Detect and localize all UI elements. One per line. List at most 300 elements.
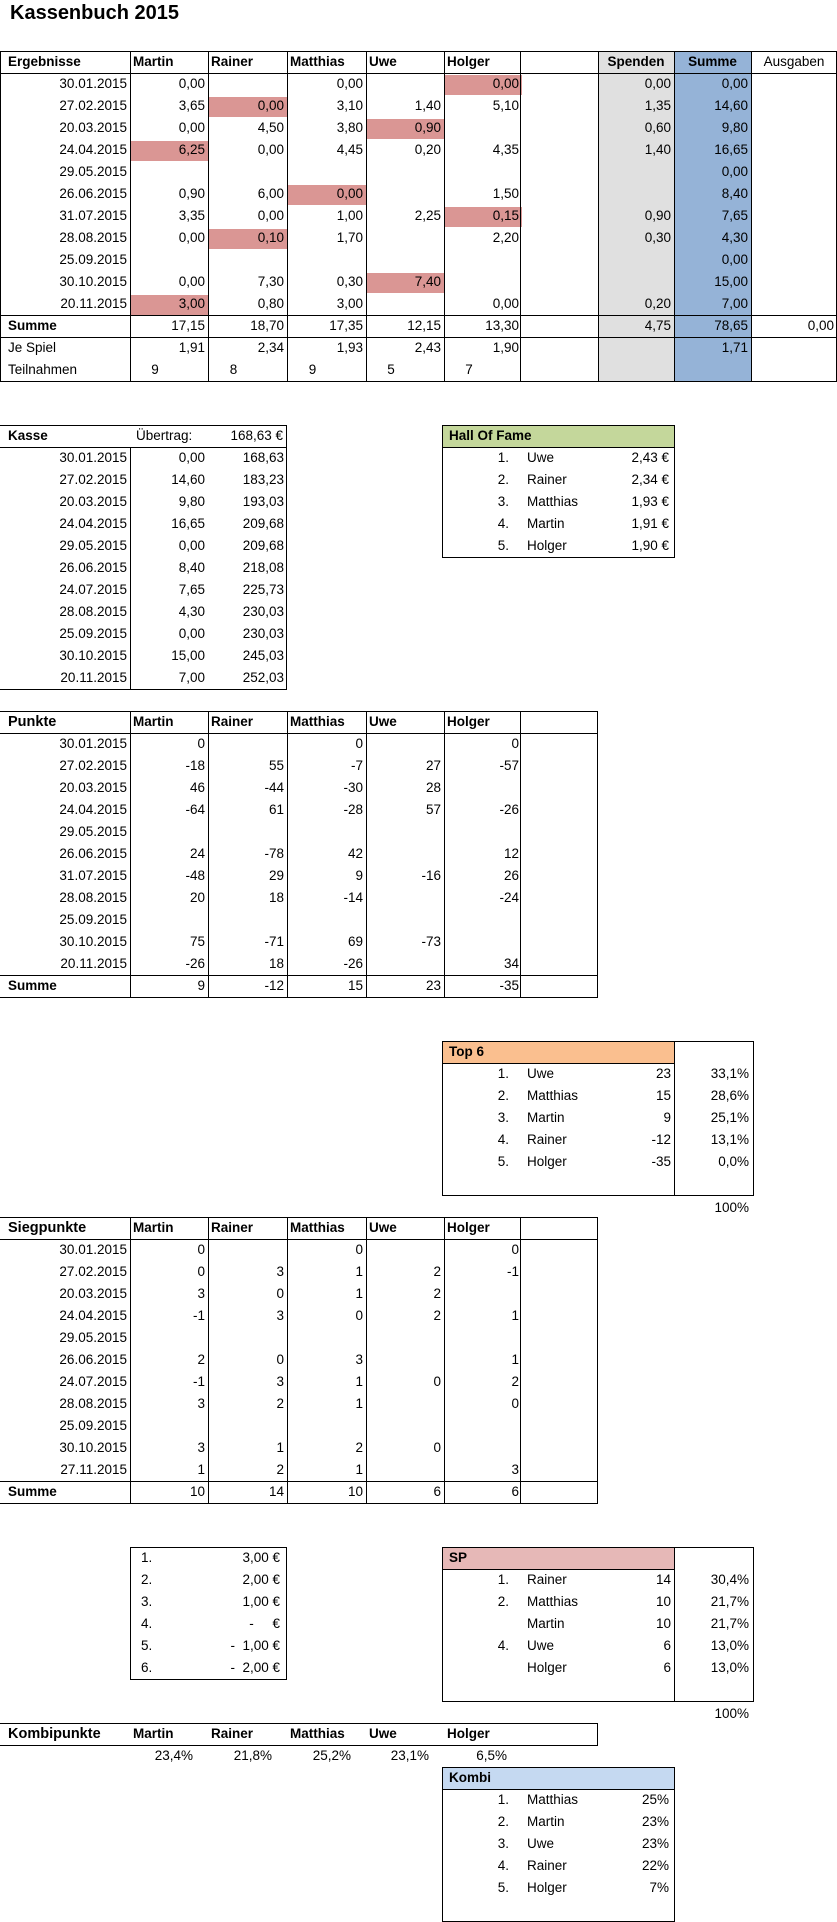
cell: 30.10.2015 xyxy=(59,274,127,289)
cell: 4. xyxy=(497,1132,509,1147)
table-row xyxy=(0,1635,837,1657)
cell: 4,35 xyxy=(492,142,519,157)
grid-line xyxy=(287,51,288,381)
cell: 23 xyxy=(425,978,441,993)
grid-line xyxy=(520,711,521,997)
cell xyxy=(208,1327,287,1349)
cell: -1 xyxy=(192,1308,205,1323)
table-row xyxy=(0,1305,600,1327)
cell: -44 xyxy=(264,780,284,795)
cell: 25,2% xyxy=(312,1748,351,1763)
cell xyxy=(598,183,674,205)
cell xyxy=(366,887,444,909)
cell: 2,00 € xyxy=(242,1572,280,1587)
cell: 3. xyxy=(497,494,509,509)
cell: 17,15 xyxy=(171,318,205,333)
cell: 0,00 xyxy=(336,186,363,201)
grid-line xyxy=(442,1063,674,1064)
cell: 1. xyxy=(497,450,509,465)
cell: 27.02.2015 xyxy=(59,98,127,113)
cell: 3 xyxy=(197,1286,205,1301)
cell: 1 xyxy=(197,1462,205,1477)
cell: -18 xyxy=(185,758,205,773)
cell: 9 xyxy=(355,868,363,883)
cell: 26.06.2015 xyxy=(59,560,127,575)
cell: 10 xyxy=(189,1484,205,1499)
cell: 26 xyxy=(503,868,519,883)
cell xyxy=(366,821,444,843)
kombipunkte-row xyxy=(0,1745,600,1767)
table-row xyxy=(0,1261,600,1283)
cell xyxy=(130,249,208,271)
cell: -73 xyxy=(421,934,441,949)
cell: 0,00 xyxy=(178,450,205,465)
table-row xyxy=(0,667,290,689)
cell: 1,91 € xyxy=(631,516,669,531)
cell: 3 xyxy=(276,1374,284,1389)
cell: SP xyxy=(449,1550,468,1565)
cell: 1 xyxy=(355,1286,363,1301)
cell: Martin xyxy=(527,516,565,531)
cell: Matthias xyxy=(527,1088,579,1103)
cell: 18 xyxy=(268,956,284,971)
cell: 2 xyxy=(433,1286,441,1301)
cell: 1. xyxy=(497,1572,509,1587)
cell: 230,03 xyxy=(242,626,284,641)
cell: 2,34 € xyxy=(631,472,669,487)
kombi-header xyxy=(0,1767,837,1789)
cell: 21,7% xyxy=(710,1594,749,1609)
cell: Holger xyxy=(527,538,567,553)
cell: 5. xyxy=(497,538,509,553)
cell: Martin xyxy=(527,1616,565,1631)
cell: 16,65 xyxy=(714,142,748,157)
cell: Rainer xyxy=(211,1726,254,1741)
cell: 1,71 xyxy=(721,340,748,355)
cell: -26 xyxy=(499,802,519,817)
top6-box xyxy=(442,1041,754,1196)
cell: 29.05.2015 xyxy=(59,164,127,179)
cell: 2,20 xyxy=(492,230,519,245)
cell: Rainer xyxy=(211,714,254,729)
cell: 7,00 xyxy=(178,670,205,685)
cell: 30.01.2015 xyxy=(59,736,127,751)
cell: 245,03 xyxy=(242,648,284,663)
table-row xyxy=(0,227,837,249)
grid-line xyxy=(520,51,521,381)
cell: 2,43 € xyxy=(631,450,669,465)
cell: 34 xyxy=(503,956,519,971)
cell xyxy=(208,249,287,271)
cell: 33,1% xyxy=(710,1066,749,1081)
grid-line xyxy=(442,1789,675,1790)
cell: -35 xyxy=(651,1154,671,1169)
table-row xyxy=(0,183,837,205)
grid-line xyxy=(366,711,367,997)
grid-line xyxy=(598,51,599,381)
cell: Martin xyxy=(133,54,174,69)
cell: 1,40 xyxy=(414,98,441,113)
cell: Rainer xyxy=(527,1572,567,1587)
table-row xyxy=(0,843,600,865)
table-row xyxy=(0,469,837,491)
cell: Matthias xyxy=(290,1220,345,1235)
cell: 18 xyxy=(268,890,284,905)
table-row xyxy=(0,645,290,667)
cell: 1,93 xyxy=(336,340,363,355)
cell: 0,20 xyxy=(644,296,671,311)
cell: 15 xyxy=(347,978,363,993)
cell: 3 xyxy=(511,1462,519,1477)
cell: 26.06.2015 xyxy=(59,186,127,201)
cell: 20.03.2015 xyxy=(59,780,127,795)
cell: 3,00 xyxy=(336,296,363,311)
cell: 4. xyxy=(141,1616,153,1631)
cell: 0,0% xyxy=(718,1154,749,1169)
cell: 24.07.2015 xyxy=(59,582,127,597)
table-row xyxy=(0,293,837,315)
cell: -28 xyxy=(343,802,363,817)
cell: 4. xyxy=(497,516,509,531)
cell: 29.05.2015 xyxy=(59,824,127,839)
cell: 5,10 xyxy=(492,98,519,113)
cell: Summe xyxy=(688,54,737,69)
cell: 0,90 xyxy=(178,186,205,201)
summe-row xyxy=(0,315,837,337)
cell: - 1,00 € xyxy=(230,1638,280,1653)
cell xyxy=(130,161,208,183)
je-spiel-row xyxy=(0,337,837,359)
cell: Rainer xyxy=(211,1220,254,1235)
cell: 10 xyxy=(347,1484,363,1499)
cell: 168,63 xyxy=(242,450,284,465)
cell: 30.10.2015 xyxy=(59,1440,127,1455)
cell: Summe xyxy=(8,978,57,993)
table-row xyxy=(0,1877,837,1899)
cell: 6. xyxy=(141,1660,153,1675)
cell: - € xyxy=(249,1616,280,1631)
cell: 27.11.2015 xyxy=(60,1462,127,1477)
cell: 31.07.2015 xyxy=(59,208,127,223)
cell xyxy=(444,271,522,293)
cell: 30,4% xyxy=(710,1572,749,1587)
cell: Martin xyxy=(133,1220,174,1235)
cell: 15,00 xyxy=(171,648,205,663)
cell: 24.04.2015 xyxy=(59,1308,127,1323)
cell: 25.09.2015 xyxy=(59,912,127,927)
cell: 3,10 xyxy=(336,98,363,113)
cell: 1 xyxy=(276,1440,284,1455)
grid-line xyxy=(366,1217,367,1503)
cell: 20.03.2015 xyxy=(59,120,127,135)
cell: 2,43 xyxy=(414,340,441,355)
table-row xyxy=(0,1855,837,1877)
cell: 6,00 xyxy=(257,186,284,201)
cell: Übertrag: xyxy=(136,428,193,443)
cell: 9,80 xyxy=(721,120,748,135)
cell: 2,25 xyxy=(414,208,441,223)
cell: 168,63 € xyxy=(230,428,283,443)
cell xyxy=(287,249,366,271)
cell: Holger xyxy=(527,1660,567,1675)
cell: 3 xyxy=(276,1308,284,1323)
siegpunkte-header xyxy=(0,1217,600,1239)
cell: 29.05.2015 xyxy=(59,538,127,553)
grid-line xyxy=(0,1503,598,1504)
cell: 61 xyxy=(268,802,284,817)
cell: -78 xyxy=(264,846,284,861)
grid-line xyxy=(0,711,598,712)
grid-line xyxy=(0,689,287,690)
cell: 28 xyxy=(425,780,441,795)
cell xyxy=(366,909,444,931)
cell xyxy=(366,73,444,95)
cell: Martin xyxy=(527,1814,565,1829)
cell: Punkte xyxy=(8,714,57,730)
grid-line xyxy=(0,733,598,734)
cell: 1 xyxy=(355,1396,363,1411)
cell: -12 xyxy=(264,978,284,993)
cell: 14 xyxy=(655,1572,671,1587)
cell xyxy=(366,249,444,271)
cell: -26 xyxy=(185,956,205,971)
cell: 28.08.2015 xyxy=(59,230,127,245)
cell: 0,00 xyxy=(178,274,205,289)
cell: 5 xyxy=(387,362,395,377)
grid-line xyxy=(287,711,288,997)
cell xyxy=(366,1349,444,1371)
cell xyxy=(366,1327,444,1349)
cell: 1. xyxy=(497,1792,509,1807)
grid-line xyxy=(0,73,837,74)
cell: 4,50 xyxy=(257,120,284,135)
cell xyxy=(366,843,444,865)
cell: 25.09.2015 xyxy=(59,252,127,267)
cell: 2 xyxy=(433,1308,441,1323)
cell: Holger xyxy=(527,1880,567,1895)
cell: Kombi xyxy=(449,1770,491,1785)
points-scheme-box xyxy=(130,1547,287,1680)
cell: 4,45 xyxy=(336,142,363,157)
cell xyxy=(208,1415,287,1437)
cell: Martin xyxy=(133,714,174,729)
cell: Teilnahmen xyxy=(8,362,78,377)
cell: 0,90 xyxy=(644,208,671,223)
cell: -7 xyxy=(350,758,363,773)
cell: Uwe xyxy=(527,1638,555,1653)
cell: 12,15 xyxy=(407,318,441,333)
cell: 4,30 xyxy=(721,230,748,245)
cell: 23% xyxy=(641,1814,669,1829)
cell: 1,90 xyxy=(492,340,519,355)
cell: -35 xyxy=(499,978,519,993)
cell: 13,0% xyxy=(710,1638,749,1653)
cell: -1 xyxy=(192,1374,205,1389)
cell: 7,40 xyxy=(414,274,441,289)
grid-line xyxy=(597,1723,598,1745)
cell: 16,65 xyxy=(171,516,205,531)
cell: 193,03 xyxy=(242,494,284,509)
cell: 0,00 xyxy=(492,296,519,311)
cell: -48 xyxy=(185,868,205,883)
table-row xyxy=(0,513,837,535)
cell xyxy=(444,1327,522,1349)
cell xyxy=(366,953,444,975)
cell: 0 xyxy=(197,1264,205,1279)
cell: 1 xyxy=(511,1352,519,1367)
cell: Kombipunkte xyxy=(8,1726,101,1742)
cell: 2. xyxy=(497,1088,509,1103)
cell: 0,20 xyxy=(414,142,441,157)
grid-line xyxy=(0,337,837,338)
cell: Matthias xyxy=(290,54,345,69)
cell xyxy=(208,1239,287,1261)
cell: 3,00 xyxy=(178,296,205,311)
cell xyxy=(208,733,287,755)
cell: Ausgaben xyxy=(763,54,825,69)
grid-line xyxy=(130,711,131,997)
cell: 13,30 xyxy=(485,318,519,333)
cell: 25,1% xyxy=(710,1110,749,1125)
cell: 0,00 xyxy=(257,208,284,223)
cell: 8 xyxy=(229,362,238,377)
cell: 28.08.2015 xyxy=(59,890,127,905)
cell: 26.06.2015 xyxy=(59,846,127,861)
cell xyxy=(366,161,444,183)
table-row xyxy=(0,1811,837,1833)
cell xyxy=(444,909,522,931)
cell: 5. xyxy=(497,1880,509,1895)
cell: Holger xyxy=(447,714,490,729)
cell: 0,90 xyxy=(414,120,441,135)
cell: 24 xyxy=(189,846,205,861)
cell: 0 xyxy=(355,736,363,751)
cell: Uwe xyxy=(369,1726,397,1741)
cell: 30.01.2015 xyxy=(59,1242,127,1257)
table-row xyxy=(0,909,600,931)
cell: Rainer xyxy=(211,54,254,69)
cell: 27.02.2015 xyxy=(59,1264,127,1279)
cell: Rainer xyxy=(527,472,567,487)
cell: 1 xyxy=(355,1374,363,1389)
cell: 4. xyxy=(497,1638,509,1653)
cell: 78,65 xyxy=(714,318,748,333)
cell: 2. xyxy=(497,1814,509,1829)
cell: 1,35 xyxy=(644,98,671,113)
cell: 8,40 xyxy=(178,560,205,575)
cell: 23% xyxy=(641,1836,669,1851)
cell: 28.08.2015 xyxy=(59,1396,127,1411)
cell: 8,40 xyxy=(721,186,748,201)
cell: 2 xyxy=(197,1352,205,1367)
cell: 23,1% xyxy=(390,1748,429,1763)
cell: 30.01.2015 xyxy=(59,76,127,91)
cell: 0 xyxy=(511,1242,519,1257)
cell: Holger xyxy=(447,54,490,69)
cell: 15,00 xyxy=(714,274,748,289)
table-row xyxy=(0,161,837,183)
cell: 0 xyxy=(433,1374,441,1389)
cell: 3,35 xyxy=(178,208,205,223)
cell: 2. xyxy=(141,1572,153,1587)
cell: 4,30 xyxy=(178,604,205,619)
cell xyxy=(444,1415,522,1437)
cell: Summe xyxy=(8,1484,57,1499)
cell: 6 xyxy=(663,1660,671,1675)
cell: Ergebnisse xyxy=(8,54,81,69)
cell: 26.06.2015 xyxy=(59,1352,127,1367)
cell: 1,70 xyxy=(336,230,363,245)
cell xyxy=(444,777,522,799)
cell xyxy=(444,249,522,271)
table-row xyxy=(0,205,837,227)
cell: 1,91 xyxy=(178,340,205,355)
cell: 1 xyxy=(355,1462,363,1477)
table-row xyxy=(0,865,600,887)
cell: 2 xyxy=(355,1440,363,1455)
table-row xyxy=(0,1657,837,1679)
cell: 0,00 xyxy=(178,76,205,91)
grid-line xyxy=(0,1723,598,1724)
cell: 20.11.2015 xyxy=(60,296,127,311)
grid-line xyxy=(444,51,445,381)
table-row xyxy=(0,447,837,469)
cell: 20.11.2015 xyxy=(60,670,127,685)
cell: 7,65 xyxy=(721,208,748,223)
cell: 0,00 xyxy=(721,252,748,267)
grid-line xyxy=(442,447,675,448)
cell xyxy=(130,1415,208,1437)
cell: Uwe xyxy=(369,714,397,729)
cell: 20.03.2015 xyxy=(59,494,127,509)
cell: Top 6 xyxy=(449,1044,484,1059)
table-row xyxy=(0,271,837,293)
cell: Rainer xyxy=(527,1132,567,1147)
cell: Holger xyxy=(447,1220,490,1235)
kombipunkte-header xyxy=(0,1723,600,1745)
cell: 0 xyxy=(511,1396,519,1411)
cell: 25.09.2015 xyxy=(59,626,127,641)
cell: 3. xyxy=(497,1110,509,1125)
cell: 6,5% xyxy=(476,1748,507,1763)
cell: 0,10 xyxy=(257,230,284,245)
cell: 27 xyxy=(425,758,441,773)
page-title: Kassenbuch 2015 xyxy=(10,2,179,24)
cell xyxy=(444,1283,522,1305)
cell: 14,60 xyxy=(714,98,748,113)
table-row xyxy=(0,1591,837,1613)
table-row xyxy=(0,1459,600,1481)
cell: 218,08 xyxy=(242,560,284,575)
table-row xyxy=(0,557,290,579)
cell xyxy=(208,161,287,183)
cell: 10 xyxy=(655,1616,671,1631)
cell xyxy=(287,1415,366,1437)
grid-line xyxy=(597,711,598,997)
punkte-header xyxy=(0,711,600,733)
cell: 23,4% xyxy=(154,1748,193,1763)
cell: 0,30 xyxy=(336,274,363,289)
cell: 22% xyxy=(641,1858,669,1873)
cell: Holger xyxy=(447,1726,490,1741)
cell xyxy=(287,161,366,183)
cell: 1,40 xyxy=(644,142,671,157)
cell: 6 xyxy=(663,1638,671,1653)
grid-line xyxy=(520,1217,521,1503)
table-row xyxy=(0,1239,600,1261)
table-row xyxy=(0,95,837,117)
cell: -71 xyxy=(264,934,284,949)
